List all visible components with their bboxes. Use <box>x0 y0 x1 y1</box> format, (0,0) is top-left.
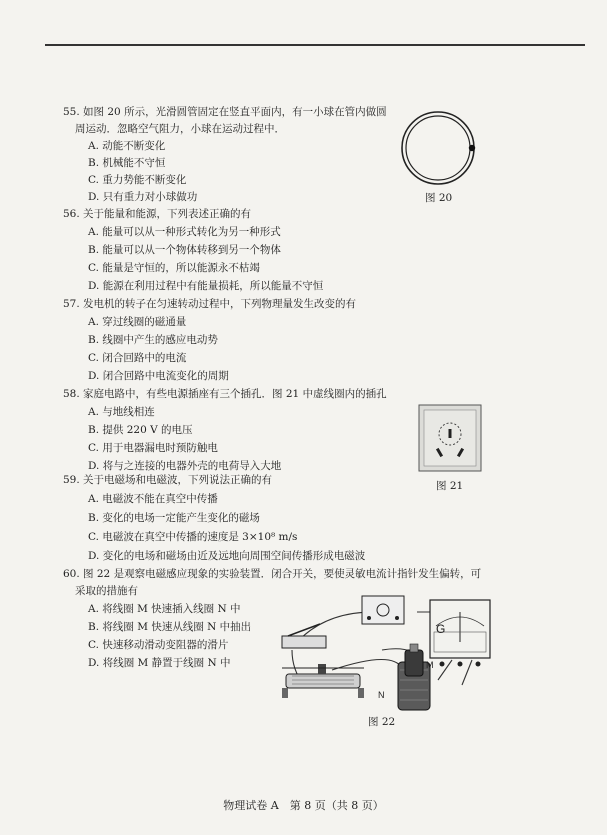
question-60-stem: 60. 图 22 是观察电磁感应现象的实验装置．闭合开关，要使灵敏电流计指针发生偏转，可 <box>63 568 482 580</box>
q60-option-c: C. 快速移动滑动变阻器的滑片 <box>88 639 229 651</box>
figure-21-caption: 图 21 <box>436 480 464 492</box>
rheostat-icon <box>282 664 364 698</box>
question-58-stem: 58. 家庭电路中，有些电源插座有三个插孔．图 21 中虚线圈内的插孔 <box>63 388 387 400</box>
q56-option-b: B. 能量可以从一个物体转移到另一个物体 <box>88 244 281 256</box>
figure-20-ring <box>393 108 483 188</box>
q57-option-d: D. 闭合回路中电流变化的周期 <box>88 370 229 382</box>
q56-option-d: D. 能源在利用过程中有能量损耗，所以能量不守恒 <box>88 280 324 292</box>
q57-option-c: C. 闭合回路中的电流 <box>88 352 187 364</box>
q60-option-d: D. 将线圈 M 静置于线圈 N 中 <box>88 657 231 669</box>
question-59-stem: 59. 关于电磁场和电磁波，下列说法正确的有 <box>63 474 273 486</box>
switch-icon <box>282 624 326 648</box>
q58-option-c: C. 用于电器漏电时预防触电 <box>88 442 218 454</box>
header-rule <box>45 44 585 46</box>
q60-option-a: A. 将线圈 M 快速插入线圈 N 中 <box>88 603 241 615</box>
figure-20-caption: 图 20 <box>425 192 453 204</box>
figure-22-caption: 图 22 <box>368 716 396 728</box>
q57-option-b: B. 线圈中产生的感应电动势 <box>88 334 218 346</box>
question-60-stem-cont: 采取的措施有 <box>75 585 138 597</box>
q55-option-c: C. 重力势能不断变化 <box>88 174 187 186</box>
ground-hole-icon <box>449 429 452 438</box>
power-supply-icon <box>362 596 404 624</box>
coil-m-icon <box>405 644 423 676</box>
q55-option-d: D. 只有重力对小球做功 <box>88 191 198 203</box>
galvanometer-label: G <box>436 622 446 636</box>
q59-option-a: A. 电磁波不能在真空中传播 <box>88 493 218 505</box>
page-footer: 物理试卷 A 第 8 页（共 8 页） <box>223 799 384 812</box>
q56-option-c: C. 能量是守恒的，所以能源永不枯竭 <box>88 262 260 274</box>
question-55-stem: 55. 如图 20 所示，光滑圆管固定在竖直平面内，有一小球在管内做圆 <box>63 106 387 118</box>
q58-option-a: A. 与地线相连 <box>88 406 155 418</box>
question-57-stem: 57. 发电机的转子在匀速转动过程中，下列物理量发生改变的有 <box>63 298 357 310</box>
q55-option-a: A. 动能不断变化 <box>88 140 166 152</box>
figure-22-apparatus <box>262 590 512 718</box>
q59-option-d: D. 变化的电场和磁场由近及远地向周围空间传播形成电磁波 <box>88 550 366 562</box>
q59-option-c: C. 电磁波在真空中传播的速度是 3×10⁸ m/s <box>88 531 298 543</box>
figure-21-socket <box>418 404 482 472</box>
coil-n-label: N <box>378 690 385 700</box>
q57-option-a: A. 穿过线圈的磁通量 <box>88 316 187 328</box>
q56-option-a: A. 能量可以从一种形式转化为另一种形式 <box>88 226 281 238</box>
q60-option-b: B. 将线圈 M 快速从线圈 N 中抽出 <box>88 621 252 633</box>
q58-option-b: B. 提供 220 V 的电压 <box>88 424 193 436</box>
q59-option-b: B. 变化的电场一定能产生变化的磁场 <box>88 512 260 524</box>
q58-option-d: D. 将与之连接的电器外壳的电荷导入大地 <box>88 460 282 472</box>
coil-m-label: M <box>426 660 434 670</box>
question-55-stem-cont: 周运动．忽略空气阻力，小球在运动过程中． <box>75 123 285 135</box>
question-56-stem: 56. 关于能量和能源，下列表述正确的有 <box>63 208 252 220</box>
q55-option-b: B. 机械能不守恒 <box>88 157 166 169</box>
ball-icon <box>469 145 475 151</box>
